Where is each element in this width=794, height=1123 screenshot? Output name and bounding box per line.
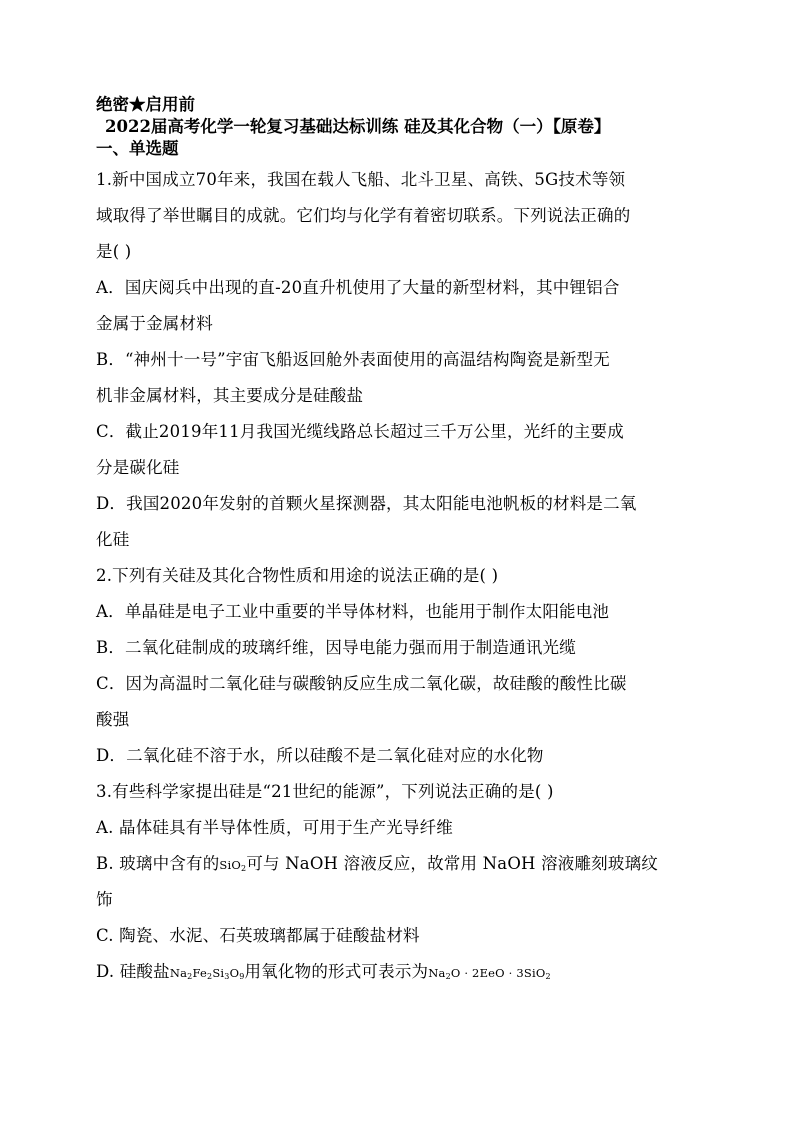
question-2	[96, 558, 700, 774]
option-b-text: 可与 NaOH 溶液反应，故常用 NaOH 溶液雕刻玻璃纹	[246, 854, 658, 873]
question-2-option-c-cont: 酸强	[96, 710, 130, 729]
formula-sio2: SiO$_2$	[219, 858, 247, 873]
formula-silicate: $Na_2Fe_2Si_3O_9$	[169, 966, 245, 981]
question-3-option-b	[96, 846, 700, 882]
question-3-option-b-cont: 饰	[96, 890, 113, 909]
question-2-option-a: A．单晶硅是电子工业中重要的半导体材料，也能用于制作太阳能电池	[96, 602, 610, 621]
question-1-option-a-cont: 金属于金属材料	[96, 314, 213, 333]
question-1-stem-line: 1.新中国成立70年来，我国在载人飞船、北斗卫星、高铁、5G技术等领	[96, 170, 626, 189]
option-d-text: 用氧化物的形式可表示为	[244, 962, 429, 981]
question-1	[96, 162, 700, 558]
question-2-option-b: B．二氧化硅制成的玻璃纤维，因导电能力强而用于制造通讯光缆	[96, 638, 576, 657]
question-2-stem: 2.下列有关硅及其化合物性质和用途的说法正确的是( )	[96, 566, 499, 585]
question-1-option-c-cont: 分是碳化硅	[96, 458, 180, 477]
question-1-option-b-cont: 机非金属材料，其主要成分是硅酸盐	[96, 386, 364, 405]
question-1-stem-line: 域取得了举世瞩目的成就。它们均与化学有着密切联系。下列说法正确的	[96, 206, 631, 225]
document-title: 2022届高考化学一轮复习基础达标训练 硅及其化合物（一）【原卷】	[105, 117, 611, 136]
confidential-mark: 绝密★启用前	[96, 95, 195, 114]
question-1-option-d: D．我国2020年发射的首颗火星探测器，其太阳能电池帆板的材料是二氧	[96, 494, 637, 513]
question-2-option-d: D．二氧化硅不溶于水，所以硅酸不是二氧化硅对应的水化物	[96, 746, 544, 765]
question-1-option-c: C．截止2019年11月我国光缆线路总长超过三千万公里，光纤的主要成	[96, 422, 624, 441]
question-3-option-a: A. 晶体硅具有半导体性质，可用于生产光导纤维	[96, 818, 454, 837]
question-3-option-c: C. 陶瓷、水泥、石英玻璃都属于硅酸盐材料	[96, 926, 420, 945]
section-heading: 一、单选题	[96, 139, 179, 158]
question-1-option-d-cont: 化硅	[96, 530, 130, 549]
question-3-option-d	[96, 954, 700, 990]
question-3-stem: 3.有些科学家提出硅是“21世纪的能源”，下列说法正确的是( )	[96, 782, 554, 801]
document-page	[96, 94, 700, 990]
question-1-stem-line: 是( )	[96, 242, 132, 261]
question-1-option-b: B．“神州十一号”宇宙飞船返回舱外表面使用的高温结构陶瓷是新型无	[96, 350, 610, 369]
option-d-text: D. 硅酸盐	[96, 962, 170, 981]
question-3	[96, 774, 700, 990]
option-b-text: B. 玻璃中含有的	[96, 854, 220, 873]
formula-oxide-form: $Na_2O \cdot 2EeO \cdot 3SiO_2$	[428, 966, 551, 981]
question-2-option-c: C．因为高温时二氧化硅与碳酸钠反应生成二氧化碳，故硅酸的酸性比碳	[96, 674, 627, 693]
question-1-option-a: A．国庆阅兵中出现的直-20直升机使用了大量的新型材料，其中锂铝合	[96, 278, 620, 297]
